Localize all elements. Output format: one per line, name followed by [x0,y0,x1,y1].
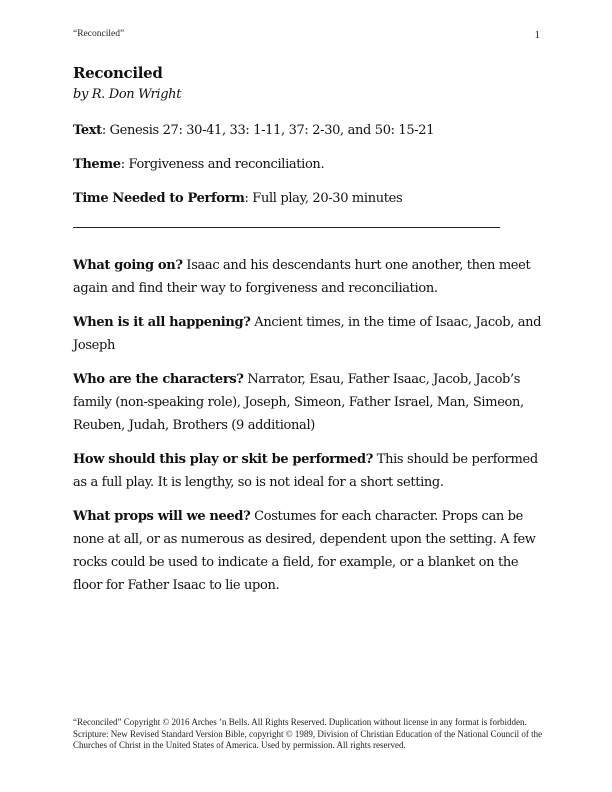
meta-text [73,119,543,142]
question-label: When is it all happening? [73,315,251,330]
question-label: Who are the characters? [73,372,244,387]
meta-theme [73,153,543,176]
answer-text: Ancient times, in the time of Isaac, Jacob, and Joseph [73,315,542,353]
answer-text: Costumes for each character. Props can be none at all, or as numerous as desired, dependent upon the setting. A few rocks could be used to indicate a field, for example, or a blanket on the floor for Father Isaac to lie upon. [73,509,536,593]
answer-text: This should be performed as a full play. It is lengthy, so is not ideal for a short setting. [73,452,538,490]
document-body [73,62,543,608]
meta-time-value: : Full play, 20-30 minutes [244,191,403,206]
section-whats-going-on [73,254,543,300]
section-props [73,505,543,597]
meta-theme-value: : Forgiveness and reconciliation. [120,157,325,172]
meta-time-label: Time Needed to Perform [73,191,245,206]
running-head: “Reconciled” [73,29,125,39]
question-label: How should this play or skit be performed? [73,452,373,467]
question-label: What going on? [73,258,183,273]
meta-text-value: : Genesis 27: 30-41, 33: 1-11, 37: 2-30, and 50: 15-21 [101,123,435,138]
page-title: Reconciled [73,64,163,82]
section-when [73,311,543,357]
section-characters [73,368,543,437]
meta-time [73,187,543,210]
author-byline: by R. Don Wright [73,87,182,102]
answer-text: Narrator, Esau, Father Isaac, Jacob, Jacob’s family (non-speaking role), Joseph, Simeon, Father Israel, Man, Simeon, Reuben, Judah, Brothers (9 additional) [73,372,524,433]
meta-theme-label: Theme [73,157,121,172]
meta-text-label: Text [73,123,102,138]
section-divider [73,227,500,228]
question-label: What props will we need? [73,509,251,524]
copyright-footer: “Reconciled” Copyright © 2016 Arches ’n Bells. All Rights Reserved. Duplication without license in any format is forbidden. Scripture: New Revised Standard Version Bible, copyright © 1989, Division of Christian Education of the National Council of the Churches of Christ in the United States of America. Used by permission. All rights reserved. [73,717,543,750]
section-performance [73,448,543,494]
answer-text: Isaac and his descendants hurt one another, then meet again and find their way to forgiveness and reconciliation. [73,258,531,296]
page-number: 1 [534,29,540,41]
